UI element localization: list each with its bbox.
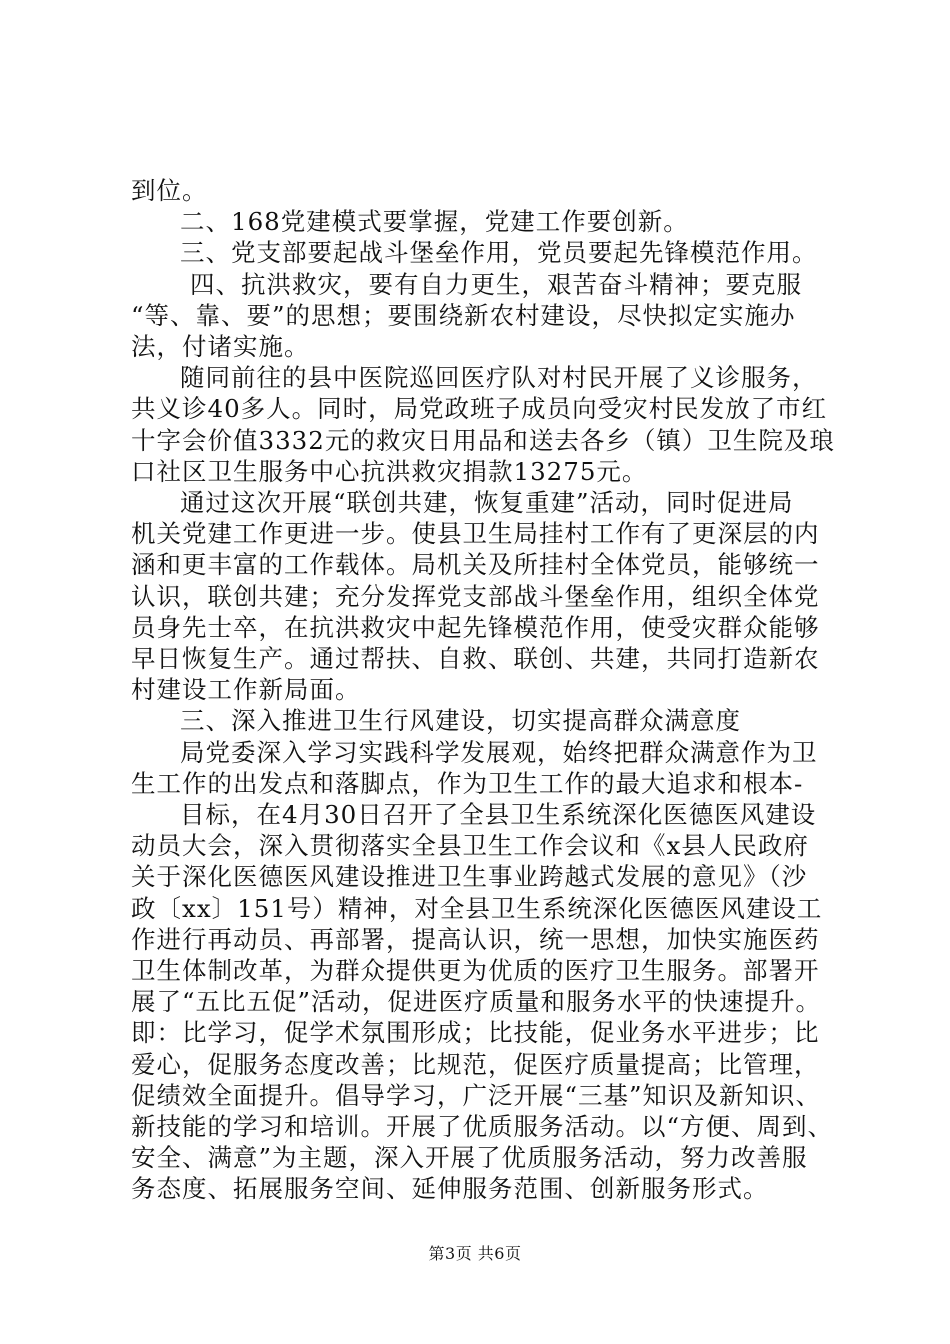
- text-line: 爱心，促服务态度改善；比规范，促医疗质量提高；比管理，: [131, 1049, 820, 1079]
- text-line: 展了“五比五促”活动，促进医疗质量和服务水平的快速提升。: [131, 987, 822, 1017]
- text-line: “等、靠、要”的思想；要围绕新农村建设，尽快拟定实施办: [131, 300, 796, 330]
- text-line: 员身先士卒，在抗洪救灾中起先锋模范作用，使受灾群众能够: [131, 612, 820, 642]
- text-line: 作进行再动员、再部署，提高认识，统一思想，加快实施医药: [131, 924, 820, 954]
- text-line: 促绩效全面提升。倡导学习，广泛开展“三基”知识及新知识、: [131, 1080, 822, 1110]
- text-line: 通过这次开展“联创共建，恢复重建”活动，同时促进局: [180, 488, 794, 517]
- text-line: 三、党支部要起战斗堡垒作用，党员要起先锋模范作用。: [180, 238, 818, 268]
- text-line: 三、深入推进卫生行风建设，切实提高群众满意度: [180, 706, 741, 736]
- text-line: 涵和更丰富的工作载体。局机关及所挂村全体党员，能够统一: [131, 550, 820, 580]
- text-line: 二、168党建模式要掌握，党建工作要创新。: [180, 207, 689, 237]
- text-line: 四、抗洪救灾，要有自力更生，艰苦奋斗精神；要克服: [190, 269, 802, 299]
- text-line: 十字会价值3332元的救灾日用品和送去各乡（镇）卫生院及琅: [131, 425, 835, 455]
- text-line: 口社区卫生服务中心抗洪救灾捐款13275元。: [131, 456, 648, 486]
- text-line: 局党委深入学习实践科学发展观，始终把群众满意作为卫: [180, 737, 818, 767]
- text-line: 安全、满意”为主题，深入开展了优质服务活动，努力改善服: [131, 1143, 808, 1173]
- text-line: 关于深化医德医风建设推进卫生事业跨越式发展的意见》（沙: [131, 862, 808, 892]
- text-line: 村建设工作新局面。: [131, 675, 361, 705]
- text-line: 机关党建工作更进一步。使县卫生局挂村工作有了更深层的内: [131, 519, 820, 549]
- text-line: 新技能的学习和培训。开展了优质服务活动。以“方便、周到、: [131, 1112, 834, 1141]
- page-footer: 第3页 共6页: [428, 1244, 522, 1263]
- text-line: 即：比学习，促学术氛围形成；比技能，促业务水平进步；比: [131, 1018, 820, 1048]
- text-line: 动员大会，深入贯彻落实全县卫生工作会议和《x县人民政府: [131, 831, 809, 861]
- text-line: 共义诊40多人。同时，局党政班子成员向受灾村民发放了市红: [131, 394, 828, 424]
- text-line: 生工作的出发点和落脚点，作为卫生工作的最大追求和根本-: [131, 768, 804, 798]
- text-line: 法，付诸实施。: [131, 332, 310, 361]
- text-line: 早日恢复生产。通过帮扶、自救、联创、共建，共同打造新农: [131, 644, 820, 673]
- text-line: 政〔xx〕151号）精神，对全县卫生系统深化医德医风建设工: [131, 893, 823, 923]
- text-line: 认识，联创共建；充分发挥党支部战斗堡垒作用，组织全体党: [131, 581, 820, 611]
- text-line: 到位。: [131, 176, 208, 205]
- text-line: 随同前往的县中医院巡回医疗队对村民开展了义诊服务，: [180, 363, 818, 393]
- text-line: 务态度、拓展服务空间、延伸服务范围、创新服务形式。: [131, 1174, 769, 1204]
- text-line: 卫生体制改革，为群众提供更为优质的医疗卫生服务。部署开: [131, 956, 820, 985]
- text-line: 目标，在4月30日召开了全县卫生系统深化医德医风建设: [180, 800, 817, 829]
